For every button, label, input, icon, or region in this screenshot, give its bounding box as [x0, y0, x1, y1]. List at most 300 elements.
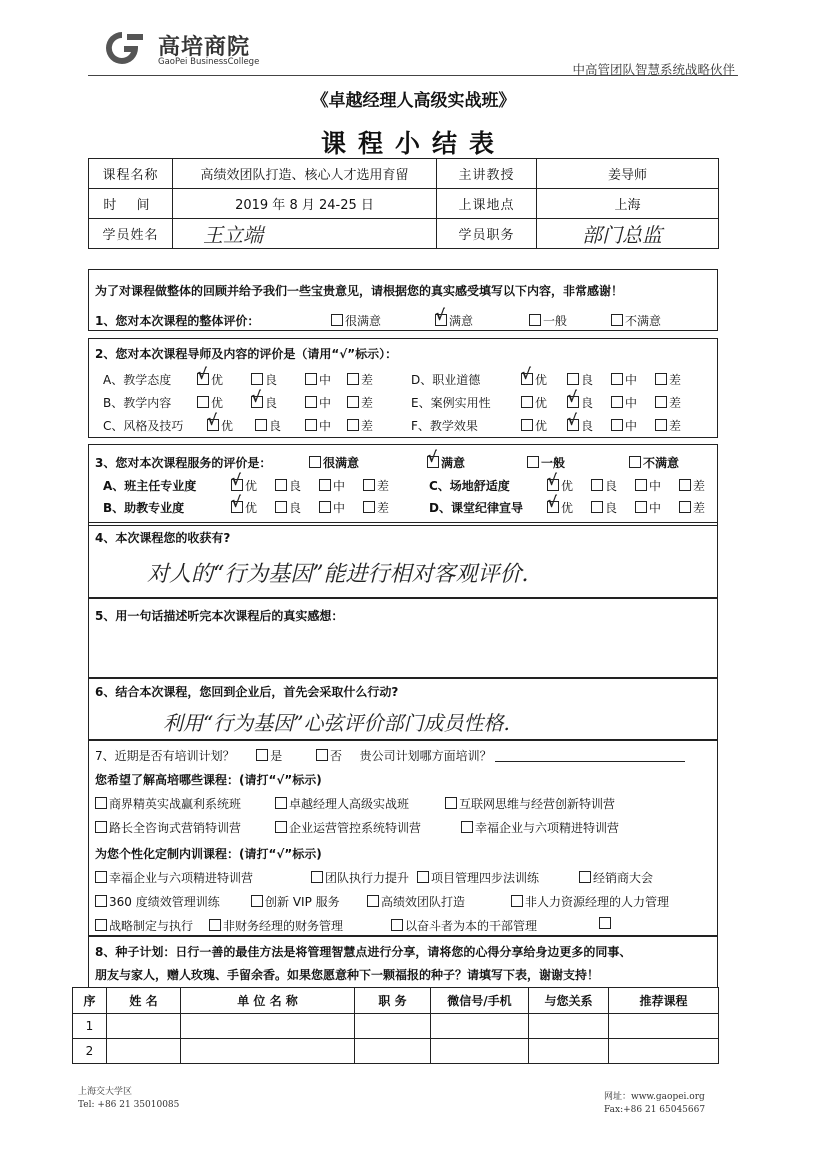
- checkbox[interactable]: [599, 917, 611, 929]
- course-option-label: 团队执行力提升: [325, 871, 410, 885]
- checkbox[interactable]: [529, 314, 541, 326]
- footer-right: [604, 1091, 705, 1117]
- table-cell[interactable]: [181, 1039, 355, 1064]
- logo-english-name: GaoPei BusinessCollege: [158, 57, 260, 67]
- document-subtitle: 课程小结表: [320, 129, 506, 158]
- grade-label: 优: [535, 419, 548, 433]
- table-cell[interactable]: [181, 1014, 355, 1039]
- course-option-label: 非人力资源经理的人力管理: [525, 895, 670, 909]
- option-label: 满意: [449, 314, 474, 328]
- checkbox[interactable]: [275, 821, 287, 833]
- q7-courses-section: [88, 740, 718, 936]
- course-option[interactable]: [417, 869, 539, 886]
- checkbox[interactable]: [635, 479, 647, 491]
- course-name-value: 高绩效团队打造、核心人才选用育留: [173, 159, 437, 189]
- checkbox[interactable]: [275, 797, 287, 809]
- checkbox-checked[interactable]: [427, 448, 439, 468]
- check-mark-icon: √: [231, 471, 242, 489]
- table-cell[interactable]: [609, 1014, 719, 1039]
- q4-question: 4、本次课程您的收获有?: [95, 531, 231, 545]
- q2-item-label: E、案例实用性: [411, 396, 491, 410]
- option-label: 不满意: [625, 314, 662, 328]
- checkbox-checked[interactable]: [251, 388, 263, 408]
- q2-grade-option[interactable]: [567, 371, 593, 388]
- q3-grade-option[interactable]: [591, 477, 617, 494]
- lecturer-value: 姜导师: [537, 159, 719, 189]
- checkbox[interactable]: [417, 871, 429, 883]
- table-cell[interactable]: [431, 1014, 529, 1039]
- q2-grade-option[interactable]: [567, 411, 594, 434]
- option-label: 一般: [541, 456, 566, 470]
- q3-grade-option[interactable]: [275, 499, 301, 516]
- grade-label: 优: [211, 373, 224, 387]
- checkbox[interactable]: [567, 373, 579, 385]
- q2-grade-option[interactable]: [521, 394, 547, 411]
- checkbox[interactable]: [445, 797, 457, 809]
- checkbox-checked[interactable]: [435, 306, 447, 326]
- q3-grade-option[interactable]: [679, 499, 705, 516]
- checkbox-checked[interactable]: [231, 471, 243, 491]
- q3-grade-option[interactable]: [319, 499, 345, 516]
- row-number: 2: [73, 1039, 107, 1064]
- checkbox[interactable]: [347, 373, 359, 385]
- option-label: 很满意: [345, 314, 382, 328]
- grade-label: 良: [265, 396, 278, 410]
- grade-label: 良: [581, 396, 594, 410]
- grade-label: 优: [561, 479, 574, 493]
- q8-line-2: 朋友与家人，赠人玫瑰、手留余香。如果您愿意种下一颗福报的种子？请填写下表，谢谢支持！: [95, 968, 600, 982]
- q1-option-very-satisfied[interactable]: [331, 312, 381, 329]
- q3-option-very-satisfied[interactable]: [309, 454, 359, 471]
- q2-item-label: F、教学效果: [411, 419, 478, 433]
- checkbox[interactable]: [591, 501, 603, 513]
- checkbox[interactable]: [95, 821, 107, 833]
- intro-section: [88, 269, 718, 331]
- check-mark-icon: √: [521, 365, 532, 383]
- checkbox[interactable]: [305, 396, 317, 408]
- checkbox[interactable]: [275, 501, 287, 513]
- checkbox[interactable]: [521, 396, 533, 408]
- table-cell[interactable]: [431, 1039, 529, 1064]
- q3-question: 3、您对本次课程服务的评价是：: [95, 456, 272, 470]
- q3-grade-option[interactable]: [231, 471, 258, 494]
- grade-label: 差: [377, 501, 390, 515]
- q2-section: [88, 338, 718, 438]
- checkbox[interactable]: [655, 419, 667, 431]
- q7-no-label: 否: [329, 749, 342, 763]
- checkbox[interactable]: [251, 373, 263, 385]
- q2-item-label: C、风格及技巧: [103, 419, 184, 433]
- checkbox[interactable]: [95, 895, 107, 907]
- q2-grade-option[interactable]: [611, 417, 637, 434]
- grade-label: 差: [361, 419, 374, 433]
- student-name-label: 学员姓名: [89, 219, 173, 249]
- q8-section: [88, 936, 718, 988]
- header-tagline: 中高管团队智慧系统战略伙伴: [572, 62, 735, 77]
- checkbox[interactable]: [197, 396, 209, 408]
- q3-item-label: D、课堂纪律宣导: [429, 501, 523, 515]
- grade-label: 差: [377, 479, 390, 493]
- grade-label: 优: [245, 501, 258, 515]
- seed-table-header-cell: 单 位 名 称: [181, 988, 355, 1014]
- q3-grade-option[interactable]: [635, 477, 661, 494]
- course-option-label: 互联网思维与经营创新特训营: [459, 797, 616, 811]
- grade-label: 良: [269, 419, 282, 433]
- time-value: 2019 年 8 月 24-25 日: [173, 189, 437, 219]
- checkbox[interactable]: [655, 396, 667, 408]
- grade-label: 良: [265, 373, 278, 387]
- grade-label: 优: [535, 373, 548, 387]
- table-cell[interactable]: [529, 1039, 609, 1064]
- seed-table-header-cell: 微信号/手机: [431, 988, 529, 1014]
- checkbox-checked[interactable]: [207, 411, 219, 431]
- q2-grade-option[interactable]: [305, 371, 331, 388]
- q2-grade-option[interactable]: [207, 411, 234, 434]
- q3-section: [88, 444, 718, 526]
- q7-no-checkbox[interactable]: [316, 749, 328, 761]
- checkbox[interactable]: [655, 373, 667, 385]
- checkbox[interactable]: [629, 456, 641, 468]
- check-mark-icon: √: [567, 411, 578, 429]
- q2-grade-option[interactable]: [655, 371, 681, 388]
- checkbox[interactable]: [309, 456, 321, 468]
- checkbox[interactable]: [591, 479, 603, 491]
- checkbox[interactable]: [305, 373, 317, 385]
- table-cell[interactable]: [355, 1039, 431, 1064]
- q3-option-average[interactable]: [527, 454, 565, 471]
- q1-option-unsatisfied[interactable]: [611, 312, 661, 329]
- course-option[interactable]: [367, 893, 465, 910]
- gaopei-logo-icon: [98, 28, 146, 68]
- q2-grade-option[interactable]: [655, 417, 681, 434]
- course-option[interactable]: [251, 893, 340, 910]
- checkbox[interactable]: [331, 314, 343, 326]
- checkbox[interactable]: [611, 396, 623, 408]
- location-value: 上海: [537, 189, 719, 219]
- q5-answer-area[interactable]: [95, 629, 705, 673]
- checkbox[interactable]: [611, 314, 623, 326]
- checkbox[interactable]: [95, 871, 107, 883]
- checkbox[interactable]: [527, 456, 539, 468]
- q2-grade-option[interactable]: [305, 394, 331, 411]
- grade-label: 良: [605, 479, 618, 493]
- checkbox[interactable]: [311, 871, 323, 883]
- grade-label: 中: [649, 479, 662, 493]
- student-position-label: 学员职务: [437, 219, 537, 249]
- q2-grade-option[interactable]: [251, 388, 278, 411]
- q3-grade-option[interactable]: [319, 477, 345, 494]
- course-option[interactable]: [311, 869, 409, 886]
- q2-item-label: D、职业道德: [411, 373, 481, 387]
- course-option[interactable]: [445, 795, 615, 812]
- q2-grade-option[interactable]: [347, 394, 373, 411]
- logo-chinese-name: 高培商院: [158, 34, 251, 60]
- footer-fax: Fax:+86 21 65045667: [604, 1105, 706, 1115]
- checkbox[interactable]: [611, 419, 623, 431]
- option-label: 一般: [543, 314, 568, 328]
- q2-grade-option[interactable]: [197, 394, 223, 411]
- q2-grade-option[interactable]: [197, 365, 224, 388]
- checkbox[interactable]: [679, 479, 691, 491]
- time-label: 时 间: [89, 189, 173, 219]
- course-option-label: 企业运营管控系统特训营: [289, 821, 422, 835]
- course-option-label: 非财务经理的财务管理: [223, 919, 344, 933]
- course-name-label: 课程名称: [89, 159, 173, 189]
- grade-label: 良: [581, 373, 594, 387]
- seed-table-header-cell: 姓 名: [107, 988, 181, 1014]
- checkbox-checked[interactable]: [521, 365, 533, 385]
- check-mark-icon: √: [427, 448, 438, 466]
- option-label: 很满意: [323, 456, 360, 470]
- course-option-label: 路长全咨询式营销特训营: [109, 821, 242, 835]
- row-number: 1: [73, 1014, 107, 1039]
- checkbox[interactable]: [521, 419, 533, 431]
- q3-grade-option[interactable]: [275, 477, 301, 494]
- check-mark-icon: √: [251, 388, 262, 406]
- q7-answer-line[interactable]: [495, 749, 685, 762]
- grade-label: 优: [561, 501, 574, 515]
- student-name-field[interactable]: [173, 219, 437, 249]
- grade-label: 良: [289, 501, 302, 515]
- check-mark-icon: √: [207, 411, 218, 429]
- q2-item-label: A、教学态度: [103, 373, 172, 387]
- check-mark-icon: √: [547, 493, 558, 511]
- q3-item-label: A、班主任专业度: [103, 479, 197, 493]
- checkbox[interactable]: [679, 501, 691, 513]
- grade-label: 良: [581, 419, 594, 433]
- course-option-label: 战略制定与执行: [109, 919, 194, 933]
- checkbox[interactable]: [347, 419, 359, 431]
- checkbox[interactable]: [347, 396, 359, 408]
- header-divider: [88, 75, 738, 76]
- seed-table-header-cell: 推荐课程: [609, 988, 719, 1014]
- grade-label: 良: [289, 479, 302, 493]
- checkbox[interactable]: [391, 919, 403, 931]
- q6-section: [88, 678, 718, 740]
- course-option-label: 项目管理四步法训练: [431, 871, 540, 885]
- q3-grade-option[interactable]: [363, 499, 389, 516]
- q2-question: 2、您对本次课程导师及内容的评价是（请用“√”标示）：: [95, 347, 398, 361]
- grade-label: 中: [649, 501, 662, 515]
- check-mark-icon: √: [231, 493, 242, 511]
- checkbox[interactable]: [611, 373, 623, 385]
- grade-label: 中: [625, 373, 638, 387]
- q2-grade-option[interactable]: [251, 371, 277, 388]
- grade-label: 良: [605, 501, 618, 515]
- custom-other-option[interactable]: [599, 917, 613, 931]
- grade-label: 中: [333, 501, 346, 515]
- grade-label: 中: [319, 396, 332, 410]
- seed-plan-table: [72, 987, 719, 1064]
- q2-grade-option[interactable]: [521, 417, 547, 434]
- course-option-label: 经销商大会: [593, 871, 654, 885]
- checkbox[interactable]: [367, 895, 379, 907]
- course-option[interactable]: [209, 917, 343, 934]
- q2-grade-option[interactable]: [655, 394, 681, 411]
- footer-tel: Tel: +86 21 35010085: [78, 1100, 180, 1110]
- checkbox[interactable]: [511, 895, 523, 907]
- course-option[interactable]: [95, 819, 241, 836]
- q6-answer-handwritten[interactable]: 利用“行为基因”心弦评价部门成员性格.: [163, 711, 510, 735]
- course-info-table: [88, 158, 719, 249]
- checkbox[interactable]: [251, 895, 263, 907]
- q6-question: 6、结合本次课程，您回到企业后，首先会采取什么行动?: [95, 685, 399, 699]
- checkbox[interactable]: [95, 919, 107, 931]
- q3-option-satisfied[interactable]: [427, 448, 466, 471]
- course-option-label: 创新 VIP 服务: [265, 895, 340, 909]
- seed-table-header: [73, 988, 719, 1014]
- grade-label: 差: [361, 396, 374, 410]
- grade-label: 差: [669, 373, 682, 387]
- student-position-handwritten: 部门总监: [582, 223, 662, 247]
- q4-section: [88, 522, 718, 598]
- course-option[interactable]: [95, 893, 220, 910]
- check-mark-icon: √: [435, 306, 446, 324]
- check-mark-icon: √: [197, 365, 208, 383]
- q3-grade-option[interactable]: [363, 477, 389, 494]
- check-mark-icon: √: [567, 388, 578, 406]
- course-option[interactable]: [275, 795, 409, 812]
- q1-question: 1、您对本次课程的整体评价：: [95, 314, 260, 328]
- checkbox[interactable]: [363, 479, 375, 491]
- course-option[interactable]: [511, 893, 669, 910]
- q2-grade-option[interactable]: [255, 417, 281, 434]
- q7-yes-checkbox[interactable]: [256, 749, 268, 761]
- course-option[interactable]: [275, 819, 421, 836]
- q5-section: [88, 598, 718, 678]
- q3-grade-option[interactable]: [547, 471, 574, 494]
- course-option-label: 高绩效团队打造: [381, 895, 466, 909]
- grade-label: 优: [535, 396, 548, 410]
- grade-label: 差: [361, 373, 374, 387]
- q3-grade-option[interactable]: [679, 477, 705, 494]
- checkbox[interactable]: [305, 419, 317, 431]
- student-position-field[interactable]: [537, 219, 719, 249]
- q7-ask: 贵公司计划哪方面培训？: [359, 749, 492, 763]
- document-title: 《卓越经理人高级实战班》: [311, 91, 516, 111]
- course-option[interactable]: [391, 917, 537, 934]
- footer-website[interactable]: 网址：www.gaopei.org: [604, 1092, 705, 1102]
- checkbox[interactable]: [319, 479, 331, 491]
- table-cell[interactable]: [609, 1039, 719, 1064]
- table-cell[interactable]: [107, 1014, 181, 1039]
- q8-line-1: 8、种子计划：日行一善的最佳方法是将管理智慧点进行分享，请将您的心得分享给身边更多的同事、: [95, 945, 632, 959]
- seed-table-header-cell: 职 务: [355, 988, 431, 1014]
- checkbox[interactable]: [635, 501, 647, 513]
- q2-grade-option[interactable]: [305, 417, 331, 434]
- location-label: 上课地点: [437, 189, 537, 219]
- grade-label: 优: [245, 479, 258, 493]
- checkbox[interactable]: [209, 919, 221, 931]
- seed-table-header-cell: 与您关系: [529, 988, 609, 1014]
- q3-item-label: B、助教专业度: [103, 501, 185, 515]
- q2-grade-option[interactable]: [611, 371, 637, 388]
- checkbox[interactable]: [319, 501, 331, 513]
- course-option-label: 以奋斗者为本的干部管理: [405, 919, 538, 933]
- lecturer-label: 主讲教授: [437, 159, 537, 189]
- q1-option-average[interactable]: [529, 312, 567, 329]
- course-option-label: 卓越经理人高级实战班: [289, 797, 410, 811]
- checkbox[interactable]: [461, 821, 473, 833]
- grade-label: 差: [669, 419, 682, 433]
- custom-heading: 为您个性化定制内训课程：(请打“√”标示): [95, 847, 322, 861]
- course-option[interactable]: [95, 795, 241, 812]
- grade-label: 差: [669, 396, 682, 410]
- q2-grade-option[interactable]: [567, 388, 594, 411]
- footer-address: 上海交大学区: [78, 1087, 133, 1097]
- course-option[interactable]: [95, 917, 193, 934]
- q2-grade-option[interactable]: [347, 417, 373, 434]
- q2-grade-option[interactable]: [347, 371, 373, 388]
- option-label: 不满意: [643, 456, 680, 470]
- q7-question: 7、近期是否有培训计划？: [95, 749, 235, 763]
- grade-label: 中: [319, 373, 332, 387]
- checkbox[interactable]: [95, 797, 107, 809]
- grade-label: 优: [221, 419, 234, 433]
- course-option[interactable]: [95, 869, 253, 886]
- course-option-label: 360 度绩效管理训练: [109, 895, 220, 909]
- option-label: 满意: [441, 456, 466, 470]
- grade-label: 中: [333, 479, 346, 493]
- checkbox-checked[interactable]: [231, 493, 243, 513]
- table-cell[interactable]: [529, 1014, 609, 1039]
- q3-grade-option[interactable]: [635, 499, 661, 516]
- q3-option-unsatisfied[interactable]: [629, 454, 679, 471]
- q2-grade-option[interactable]: [521, 365, 548, 388]
- q1-option-satisfied[interactable]: [435, 306, 474, 329]
- checkbox[interactable]: [363, 501, 375, 513]
- checkbox-checked[interactable]: [547, 493, 559, 513]
- q4-answer-handwritten[interactable]: 对人的“行为基因”能进行相对客观评价.: [147, 562, 529, 587]
- course-option[interactable]: [579, 869, 653, 886]
- q3-grade-option[interactable]: [547, 493, 574, 516]
- checkbox[interactable]: [255, 419, 267, 431]
- q2-grade-option[interactable]: [611, 394, 637, 411]
- intro-text: 为了对课程做整体的回顾并给予我们一些宝贵意见，请根据您的真实感受填写以下内容，非常感谢！: [95, 284, 624, 298]
- checkbox[interactable]: [275, 479, 287, 491]
- table-cell[interactable]: [355, 1014, 431, 1039]
- q3-grade-option[interactable]: [231, 493, 258, 516]
- checkbox-checked[interactable]: [197, 365, 209, 385]
- grade-label: 差: [693, 501, 706, 515]
- checkbox-checked[interactable]: [567, 388, 579, 408]
- footer-left: [78, 1086, 179, 1112]
- table-row: [73, 1039, 719, 1064]
- student-name-handwritten: 王立端: [203, 223, 263, 247]
- checkbox-checked[interactable]: [567, 411, 579, 431]
- checkbox[interactable]: [579, 871, 591, 883]
- grade-label: 优: [211, 396, 224, 410]
- q3-grade-option[interactable]: [591, 499, 617, 516]
- table-cell[interactable]: [107, 1039, 181, 1064]
- table-row: [73, 1014, 719, 1039]
- q3-item-label: C、场地舒适度: [429, 479, 510, 493]
- q2-item-label: B、教学内容: [103, 396, 172, 410]
- grade-label: 中: [625, 396, 638, 410]
- grade-label: 中: [319, 419, 332, 433]
- grade-label: 差: [693, 479, 706, 493]
- course-option-label: 幸福企业与六项精进特训营: [475, 821, 620, 835]
- grade-label: 中: [625, 419, 638, 433]
- checkbox-checked[interactable]: [547, 471, 559, 491]
- q7-row: [95, 747, 685, 764]
- courses-heading: 您希望了解高培哪些课程：(请打“√”标示): [95, 773, 322, 787]
- course-option[interactable]: [461, 819, 619, 836]
- seed-table-header-cell: 序: [73, 988, 107, 1014]
- q5-question: 5、用一句话描述听完本次课程后的真实感想：: [95, 609, 344, 623]
- q7-yes-label: 是: [270, 749, 283, 763]
- course-option-label: 幸福企业与六项精进特训营: [109, 871, 254, 885]
